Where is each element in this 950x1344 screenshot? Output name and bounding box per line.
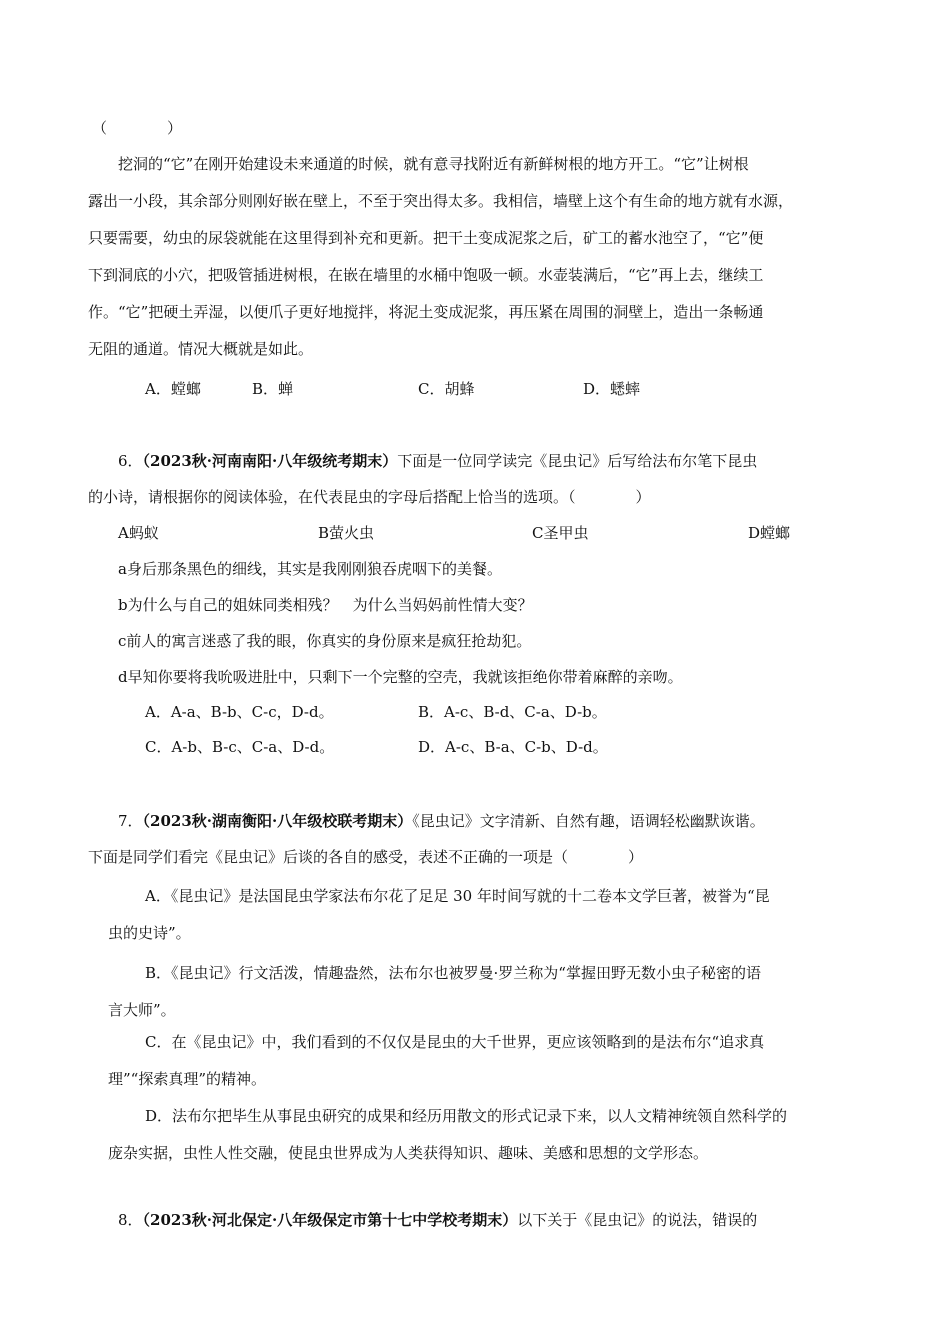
option-d[interactable]: D．蟋蟀 <box>583 380 641 398</box>
question-number: 7． <box>118 812 143 830</box>
question-stem-cont: 的小诗，请根据你的阅读体验，在代表昆虫的字母后搭配上恰当的选项。（ ） <box>88 488 651 506</box>
insect-b: B萤火虫 <box>318 524 375 542</box>
question-6-line1 <box>118 450 757 472</box>
question-number: 6． <box>118 452 143 470</box>
question-source: （2023秋·河南南阳·八年级统考期末） <box>142 452 398 470</box>
option-c[interactable]: C．在《昆虫记》中，我们看到的不仅仅是昆虫的大千世界，更应该领略到的是法布尔“追求真 <box>145 1033 765 1051</box>
question-source: （2023秋·湖南衡阳·八年级校联考期末） <box>142 812 413 830</box>
question-source: （2023秋·河北保定·八年级保定市第十七中学校考期末） <box>142 1211 518 1229</box>
question-7-line1 <box>118 810 765 832</box>
poem-line-a: a身后那条黑色的细线，其实是我刚刚狼吞虎咽下的美餐。 <box>118 560 502 578</box>
option-a[interactable]: A．螳螂 <box>145 380 201 398</box>
option-d[interactable]: D．A-c、B-a、C-b、D-d。 <box>418 738 608 756</box>
option-b[interactable]: B．《昆虫记》行文活泼，情趣盎然，法布尔也被罗曼·罗兰称为“掌握田野无数小虫子秘密的语 <box>145 964 761 982</box>
option-a[interactable]: A．A-a、B-b、C-c，D-d。 <box>145 703 334 721</box>
question-stem: 《昆虫记》文字清新、自然有趣，语调轻松幽默诙谐。 <box>412 812 765 830</box>
option-d-cont: 庞杂实据，虫性人性交融，使昆虫世界成为人类获得知识、趣味、美感和思想的文学形态。 <box>108 1144 709 1162</box>
question-number: 8． <box>118 1211 143 1229</box>
option-b-cont: 言大师”。 <box>108 1001 176 1019</box>
insect-d: D螳螂 <box>748 524 791 542</box>
question-stem: 下面是一位同学读完《昆虫记》后写给法布尔笔下昆虫 <box>397 452 758 470</box>
option-a[interactable]: A．《昆虫记》是法国昆虫学家法布尔花了足足 30 年时间写就的十二卷本文学巨著，被誉为“昆 <box>145 887 770 905</box>
option-b[interactable]: B．A-c、B-d、C-a、D-b。 <box>418 703 607 721</box>
passage-line: 下到洞底的小穴，把吸管插进树根，在嵌在墙里的水桶中饱吸一顿。水壶装满后，“它”再上去，继续工 <box>88 266 764 284</box>
option-a-cont: 虫的史诗”。 <box>108 924 191 942</box>
option-d[interactable]: D．法布尔把毕生从事昆虫研究的成果和经历用散文的形式记录下来，以人文精神统领自然科学的 <box>145 1107 788 1125</box>
question-8-line1 <box>118 1209 757 1231</box>
answer-blank-q5: （ ） <box>92 119 183 137</box>
option-c[interactable]: C．A-b、B-c、C-a、D-d。 <box>145 738 335 756</box>
option-c[interactable]: C．胡蜂 <box>418 380 475 398</box>
option-b[interactable]: B．蝉 <box>252 380 294 398</box>
poem-line-d: d早知你要将我吮吸进肚中，只剩下一个完整的空壳，我就该拒绝你带着麻醉的亲吻。 <box>118 668 683 686</box>
passage-line: 露出一小段，其余部分则刚好嵌在壁上，不至于突出得太多。我相信，墙壁上这个有生命的地方就有水源， <box>88 192 794 210</box>
question-stem-cont: 下面是同学们看完《昆虫记》后谈的各自的感受，表述不正确的一项是（ ） <box>88 848 644 866</box>
insect-c: C圣甲虫 <box>532 524 589 542</box>
poem-line-c: c前人的寓言迷惑了我的眼，你真实的身份原来是疯狂抢劫犯。 <box>118 632 532 650</box>
option-c-cont: 理”“探索真理”的精神。 <box>108 1070 267 1088</box>
insect-a: A蚂蚁 <box>118 524 159 542</box>
passage-line: 无阻的通道。情况大概就是如此。 <box>88 340 314 358</box>
passage-line: 作。“它”把硬土弄湿，以便爪子更好地搅拌，将泥土变成泥浆，再压紧在周围的洞壁上，造出一条畅通 <box>88 303 764 321</box>
poem-line-b: b为什么与自己的姐妹同类相残？ 为什么当妈妈前性情大变？ <box>118 596 533 614</box>
passage-line: 挖洞的“它”在刚开始建设未来通道的时候，就有意寻找附近有新鲜树根的地方开工。“它”让树根 <box>118 155 749 173</box>
passage-line: 只要需要，幼虫的尿袋就能在这里得到补充和更新。把干土变成泥浆之后，矿工的蓄水池空了，“它”便 <box>88 229 764 247</box>
question-stem: 以下关于《昆虫记》的说法，错误的 <box>517 1211 758 1229</box>
